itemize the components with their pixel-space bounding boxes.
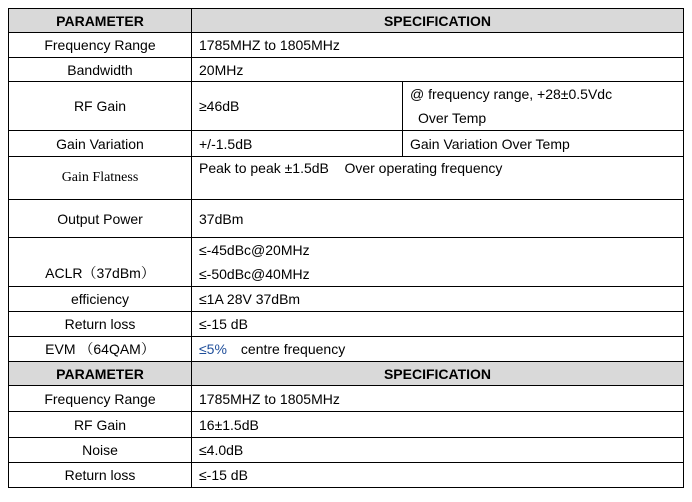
param-evm: EVM （64QAM） <box>9 337 192 362</box>
param-gain-variation: Gain Variation <box>9 131 192 157</box>
value-aclr-line1: ≤-45dBc@20MHz <box>199 242 310 258</box>
table-row <box>9 157 684 200</box>
table-row <box>9 463 684 488</box>
value-evm-note: centre frequency <box>240 341 346 357</box>
value-frequency-range: 1785MHZ to 1805MHz <box>192 33 684 58</box>
param-rf-gain-2: RF Gain <box>9 412 192 438</box>
table-row <box>9 438 684 463</box>
table-row <box>9 337 684 362</box>
param-rf-gain: RF Gain <box>9 82 192 131</box>
table1-header-row <box>9 9 684 33</box>
value-return-loss-2: ≤-15 dB <box>192 463 684 488</box>
param-frequency-range-2: Frequency Range <box>9 386 192 412</box>
note-rf-gain <box>403 82 684 131</box>
table-row <box>9 312 684 337</box>
value-evm <box>192 337 684 362</box>
table-row <box>9 33 684 58</box>
value-aclr-line2: ≤-50dBc@40MHz <box>199 266 310 282</box>
param-noise: Noise <box>9 438 192 463</box>
param-frequency-range: Frequency Range <box>9 33 192 58</box>
value-aclr <box>192 238 684 287</box>
param-aclr: ACLR（37dBm） <box>9 238 192 287</box>
table2-header-row <box>9 362 684 386</box>
table-row <box>9 287 684 312</box>
value-frequency-range-2: 1785MHZ to 1805MHz <box>192 386 684 412</box>
value-bandwidth: 20MHz <box>192 58 684 82</box>
specification-table <box>8 8 684 488</box>
value-rf-gain: ≥46dB <box>192 82 403 131</box>
value-noise: ≤4.0dB <box>192 438 684 463</box>
table-row <box>9 200 684 238</box>
table-row <box>9 238 684 287</box>
param-bandwidth: Bandwidth <box>9 58 192 82</box>
value-evm-limit: ≤5% <box>199 341 227 357</box>
header-specification-2: SPECIFICATION <box>192 362 684 386</box>
note-gain-variation: Gain Variation Over Temp <box>403 131 684 157</box>
param-return-loss: Return loss <box>9 312 192 337</box>
value-gain-variation: +/-1.5dB <box>192 131 403 157</box>
header-parameter-2: PARAMETER <box>9 362 192 386</box>
spec-sheet <box>8 8 684 488</box>
value-return-loss: ≤-15 dB <box>192 312 684 337</box>
note-rf-gain-line2: Over Temp <box>418 110 487 126</box>
table-row <box>9 58 684 82</box>
param-return-loss-2: Return loss <box>9 463 192 488</box>
value-gain-flatness: Peak to peak ±1.5dB Over operating frequency <box>192 157 684 200</box>
table-row <box>9 82 684 131</box>
param-output-power: Output Power <box>9 200 192 238</box>
header-parameter: PARAMETER <box>9 9 192 33</box>
value-output-power: 37dBm <box>192 200 684 238</box>
param-gain-flatness: Gain Flatness <box>9 157 192 200</box>
value-rf-gain-2: 16±1.5dB <box>192 412 684 438</box>
table-row <box>9 131 684 157</box>
table-row <box>9 412 684 438</box>
table-row <box>9 386 684 412</box>
param-efficiency: efficiency <box>9 287 192 312</box>
value-efficiency: ≤1A 28V 37dBm <box>192 287 684 312</box>
header-specification: SPECIFICATION <box>192 9 684 33</box>
note-rf-gain-line1: @ frequency range, +28±0.5Vdc <box>410 86 613 102</box>
